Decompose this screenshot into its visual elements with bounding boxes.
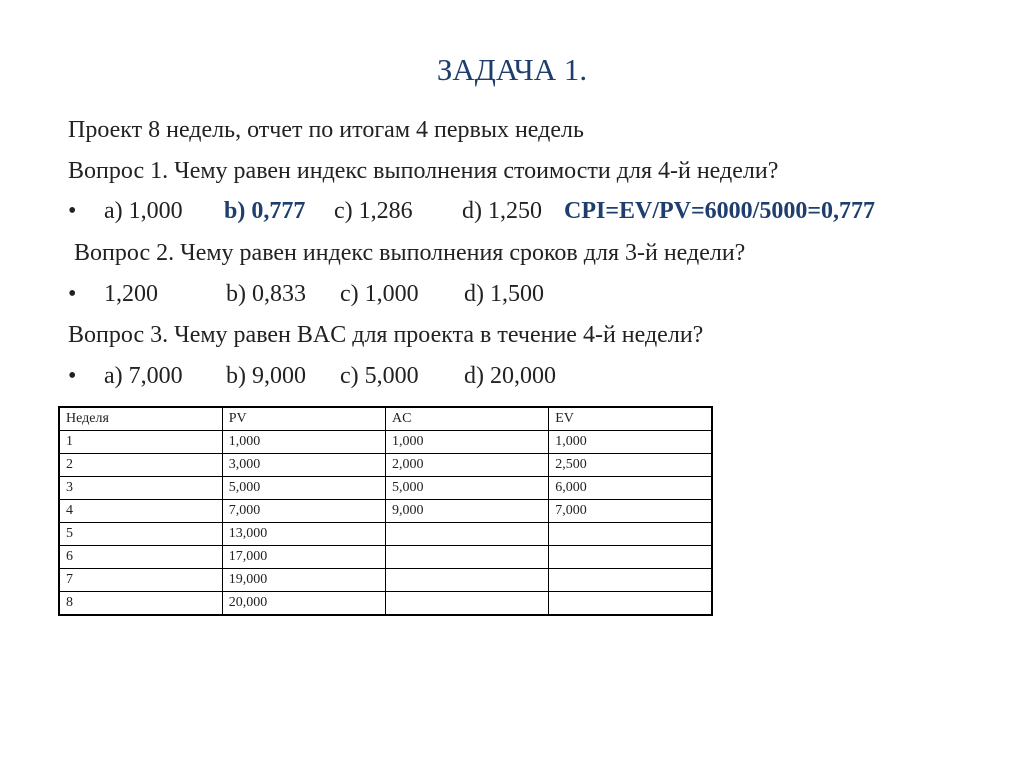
- table-cell: [549, 546, 712, 569]
- table-cell: 2,000: [386, 454, 549, 477]
- header-pv: PV: [222, 407, 385, 431]
- q3-option-a: a) 7,000: [104, 363, 183, 389]
- table-cell: [386, 546, 549, 569]
- table-cell: 5: [59, 523, 222, 546]
- table-cell: [386, 592, 549, 616]
- slide-title: ЗАДАЧА 1.: [436, 52, 588, 87]
- q3-option-c: c) 5,000: [340, 363, 419, 389]
- table-row: [59, 477, 712, 500]
- bullet-icon: •: [68, 198, 77, 224]
- table-cell: 6,000: [549, 477, 712, 500]
- question-2-options: [68, 279, 544, 309]
- question-1-options: [68, 196, 875, 226]
- table-cell: 20,000: [222, 592, 385, 616]
- table-row: [59, 500, 712, 523]
- header-ac: AC: [386, 407, 549, 431]
- table-cell: 1,000: [386, 431, 549, 454]
- q2-option-b: b) 0,833: [226, 281, 306, 307]
- table-cell: 17,000: [222, 546, 385, 569]
- q1-option-b: b) 0,777: [224, 198, 306, 224]
- table-cell: 19,000: [222, 569, 385, 592]
- table-cell: 7: [59, 569, 222, 592]
- table-cell: 4: [59, 500, 222, 523]
- bullet-icon: •: [68, 363, 77, 389]
- table-cell: 2,500: [549, 454, 712, 477]
- q1-option-a: a) 1,000: [104, 198, 183, 224]
- intro-text: Проект 8 недель, отчет по итогам 4 первых недель: [68, 117, 584, 143]
- table-cell: [386, 569, 549, 592]
- q2-option-d: d) 1,500: [464, 281, 544, 307]
- table-row: [59, 523, 712, 546]
- header-ev: EV: [549, 407, 712, 431]
- table-cell: 1: [59, 431, 222, 454]
- table-row: [59, 546, 712, 569]
- table-cell: 9,000: [386, 500, 549, 523]
- q3-option-d: d) 20,000: [464, 363, 556, 389]
- header-week: Неделя: [59, 407, 222, 431]
- table-row: [59, 431, 712, 454]
- table-cell: 3,000: [222, 454, 385, 477]
- table-cell: 5,000: [222, 477, 385, 500]
- table-cell: 7,000: [549, 500, 712, 523]
- table-cell: 1,000: [549, 431, 712, 454]
- table-cell: 5,000: [386, 477, 549, 500]
- q1-option-d: d) 1,250: [462, 198, 542, 224]
- q1-option-c: c) 1,286: [334, 198, 413, 224]
- question-1-text: Вопрос 1. Чему равен индекс выполнения стоимости для 4-й недели?: [68, 158, 779, 184]
- q1-formula: CPI=EV/PV=6000/5000=0,777: [564, 198, 876, 224]
- q3-option-b: b) 9,000: [226, 363, 306, 389]
- table-cell: 1,000: [222, 431, 385, 454]
- q2-option-c: c) 1,000: [340, 281, 419, 307]
- table-cell: [549, 592, 712, 616]
- table-cell: 2: [59, 454, 222, 477]
- question-3-options: [68, 361, 556, 391]
- table-cell: [549, 569, 712, 592]
- project-data-table: [58, 406, 713, 616]
- table-cell: [386, 523, 549, 546]
- table-cell: 6: [59, 546, 222, 569]
- table-row: [59, 454, 712, 477]
- table-row: [59, 569, 712, 592]
- table-cell: 13,000: [222, 523, 385, 546]
- table-cell: [549, 523, 712, 546]
- question-3-text: Вопрос 3. Чему равен BAC для проекта в течение 4-й недели?: [68, 322, 704, 348]
- table-cell: 3: [59, 477, 222, 500]
- table-header-row: [59, 407, 712, 431]
- bullet-icon: •: [68, 281, 77, 307]
- table-cell: 7,000: [222, 500, 385, 523]
- table-row: [59, 592, 712, 616]
- q2-option-a: 1,200: [104, 281, 158, 307]
- question-2-text: Вопрос 2. Чему равен индекс выполнения сроков для 3-й недели?: [74, 240, 746, 266]
- table-cell: 8: [59, 592, 222, 616]
